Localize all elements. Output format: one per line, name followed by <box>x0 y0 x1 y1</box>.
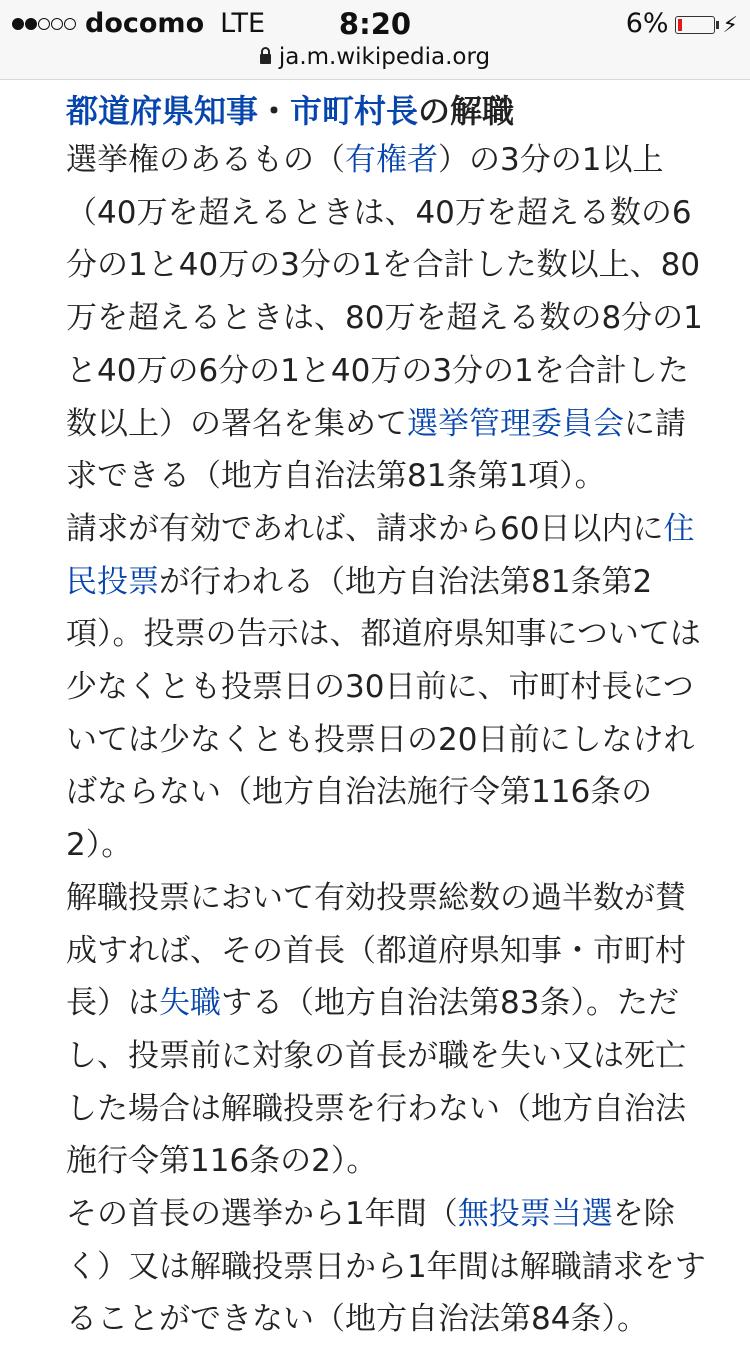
network-type: LTE <box>220 8 266 39</box>
link-unopposed-election[interactable]: 無投票当選 <box>457 1196 613 1233</box>
battery-group <box>626 8 738 42</box>
paragraph-petition <box>66 134 716 503</box>
address-bar[interactable] <box>0 44 750 70</box>
link-referendum[interactable]: 住民投票 <box>66 510 695 600</box>
carrier-name: docomo <box>85 8 205 39</box>
article-content <box>66 88 716 1346</box>
heading-tail: の解職 <box>418 92 515 130</box>
paragraph-text: が行われる（地方自治法第81条第2項）。投票の告示は、都道府県知事については少なくとも投票日の30日前に、市町村長については少なくとも投票日の20日前にしなければならない（地方自治法施行令第116条の2）。 <box>66 563 701 864</box>
paragraph-restriction <box>66 1188 716 1346</box>
battery-icon <box>675 16 715 34</box>
lock-icon <box>260 54 271 64</box>
paragraph-dismissal <box>66 872 716 1188</box>
link-election-commission[interactable]: 選挙管理委員会 <box>407 405 624 442</box>
section-heading <box>66 88 716 134</box>
clock: 8:20 <box>338 7 412 41</box>
paragraph-text: ）の3分の1以上（40万を超えるときは、40万を超える数の6分の1と40万の3分の1を合計した数以上、80万を超えるときは、80万を超える数の8分の1と40万の6分の1と40万の3分の1を合計した数以上）の署名を集めて <box>66 142 703 442</box>
paragraph-text: 選挙権のあるもの（ <box>66 142 345 178</box>
status-bar <box>0 0 750 80</box>
paragraph-text: を除く）又は解職投票日から1年間は解職請求をすることができない（地方自治法第84条）。 <box>66 1196 706 1338</box>
battery-percent: 6% <box>625 8 669 39</box>
paragraph-referendum <box>66 503 716 872</box>
link-governor[interactable]: 都道府県知事 <box>66 92 259 130</box>
url-text[interactable]: ja.m.wikipedia.org <box>278 44 491 70</box>
heading-separator: ・ <box>258 92 291 130</box>
charging-bolt-icon: ⚡ <box>722 13 738 38</box>
paragraph-text: に請求できる（地方自治法第81条第1項）。 <box>66 405 686 495</box>
paragraph-text: その首長の選挙から1年間（ <box>66 1196 458 1233</box>
battery-level-fill <box>678 19 682 31</box>
paragraph-text: する（地方自治法第83条）。ただし、投票前に対象の首長が職を失い又は死亡した場合は解職投票を行わない（地方自治法施行令第116条の2）。 <box>66 985 686 1180</box>
link-mayor[interactable]: 市町村長 <box>290 92 419 130</box>
link-voters[interactable]: 有権者 <box>345 142 438 178</box>
link-loss-of-office[interactable]: 失職 <box>159 985 221 1022</box>
paragraph-text: 解職投票において有効投票総数の過半数が賛成すれば、その首長（都道府県知事・市町村長）は <box>66 879 686 1022</box>
battery-tip-icon <box>716 21 719 29</box>
paragraph-text: 請求が有効であれば、請求から60日以内に <box>66 510 664 547</box>
